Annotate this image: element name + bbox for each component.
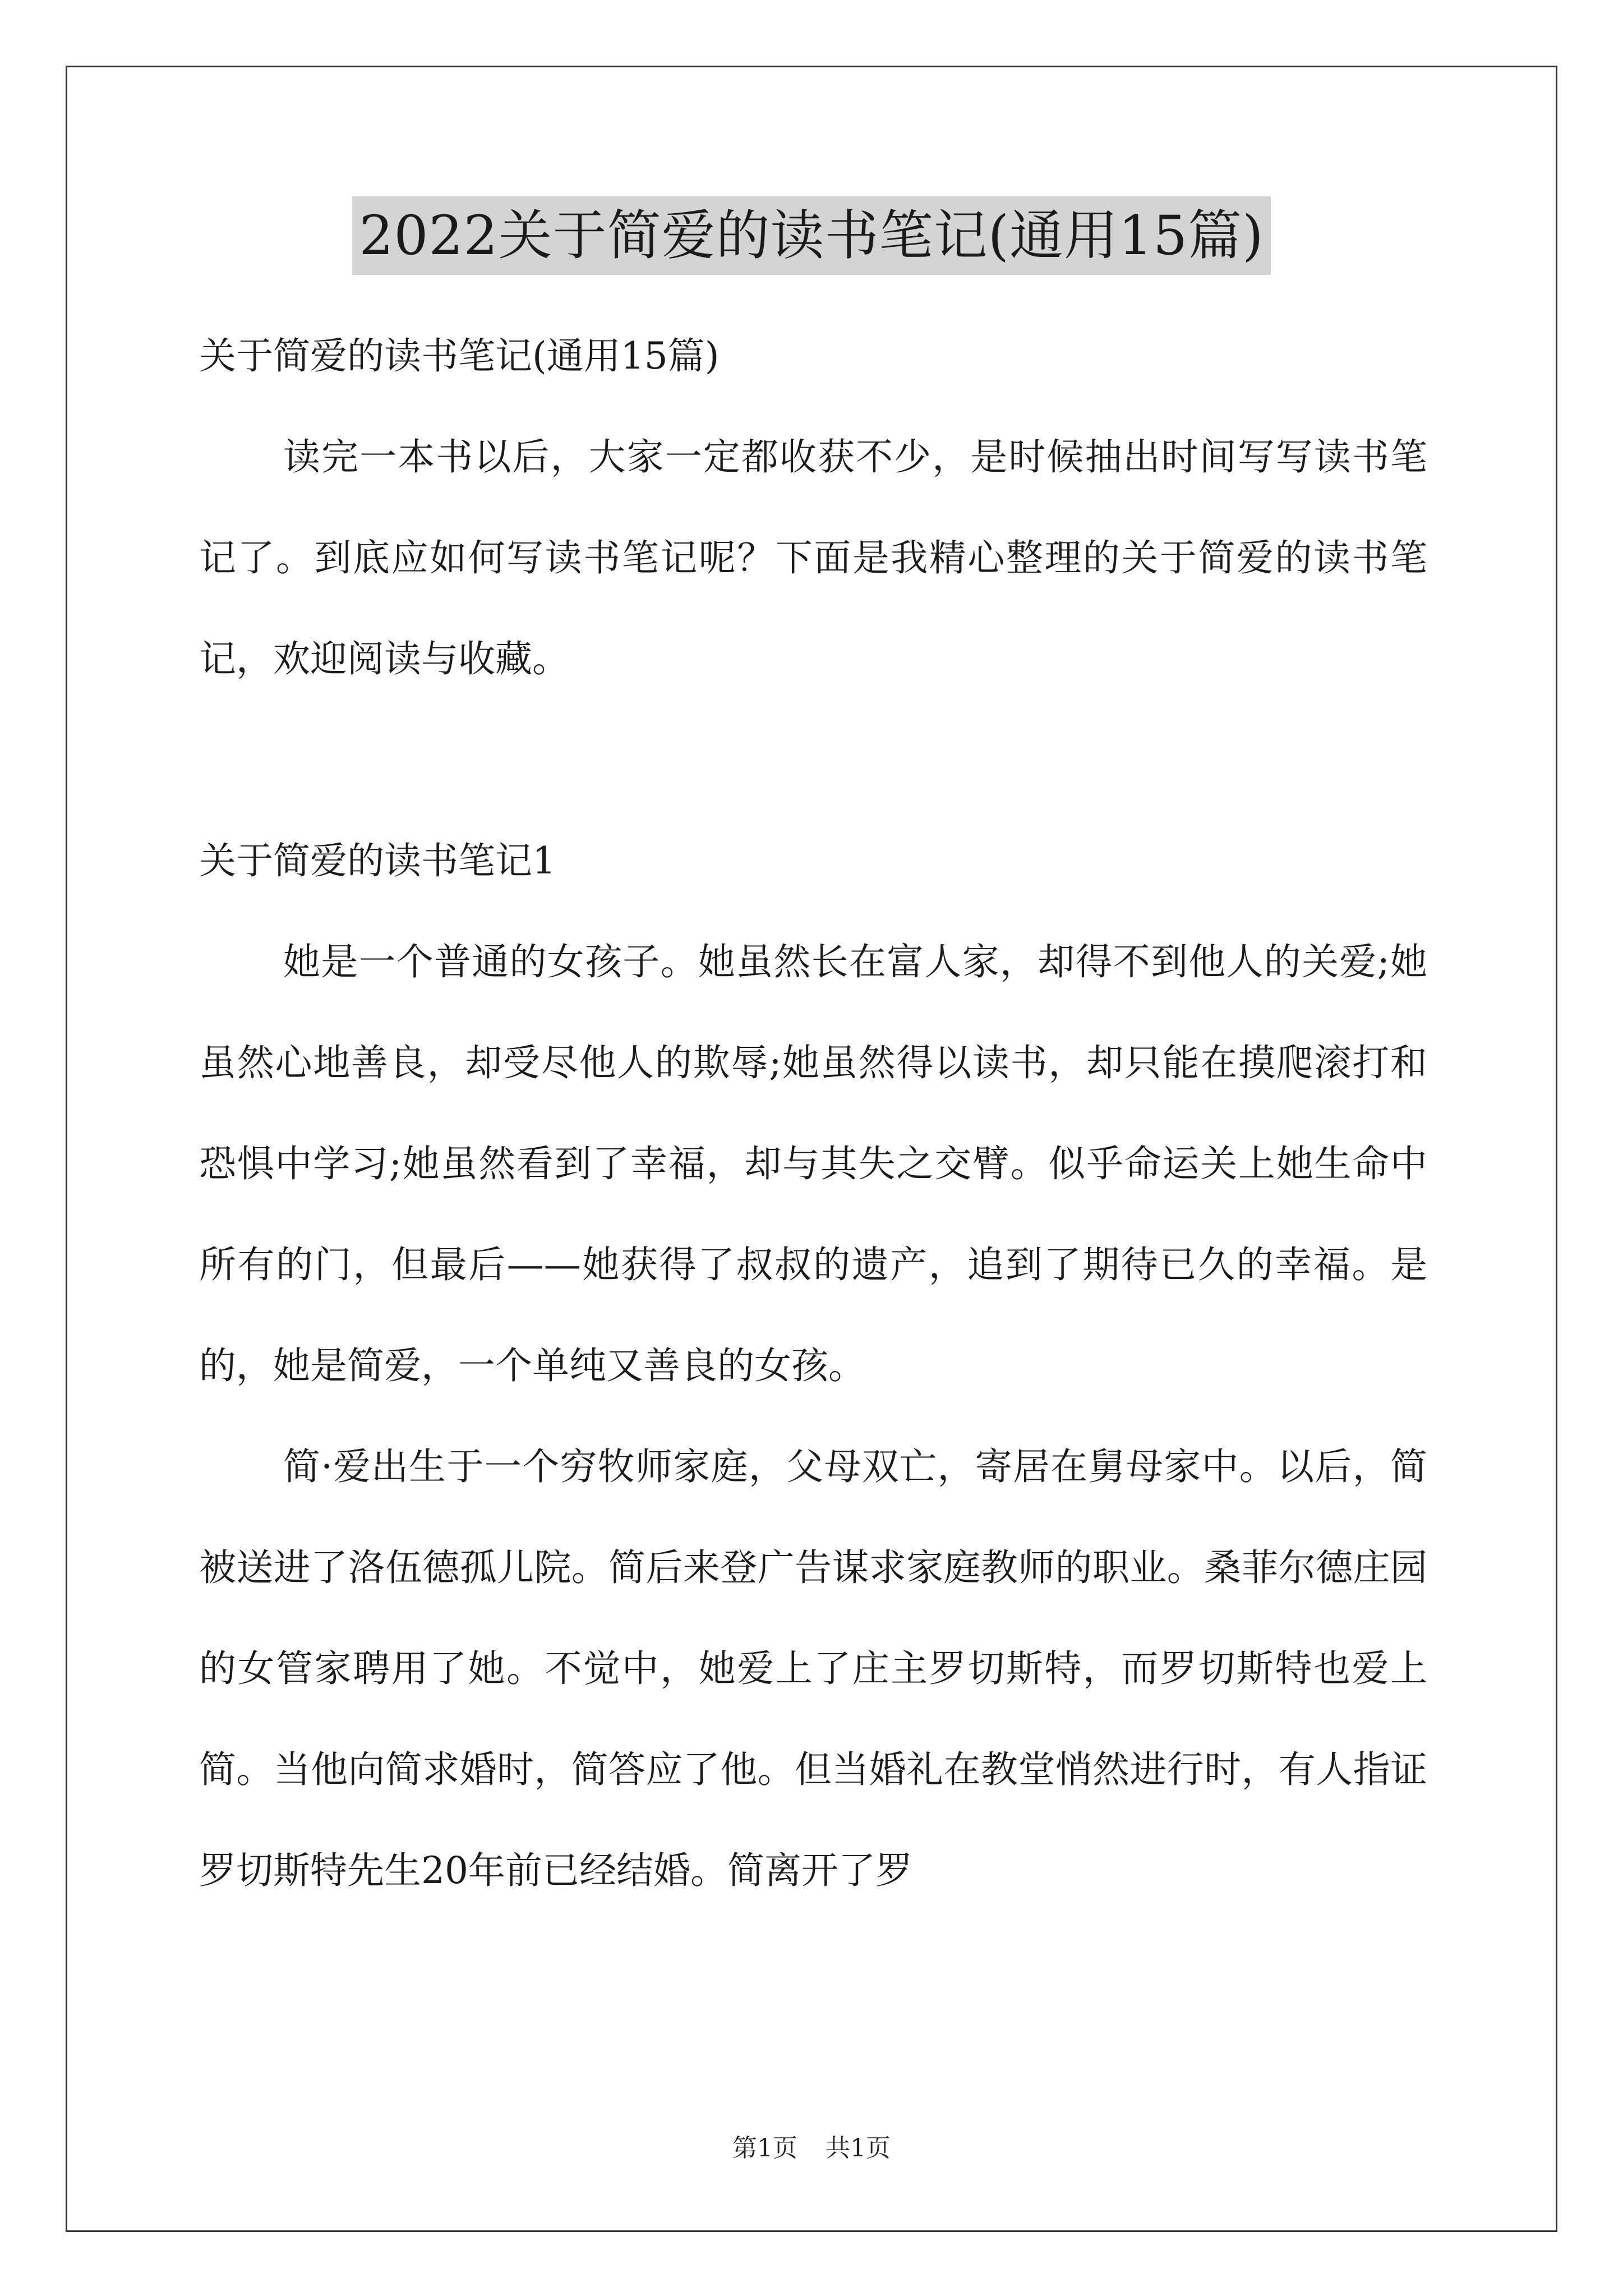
page-number: 第1页 bbox=[732, 2134, 797, 2162]
section-heading: 关于简爱的读书笔记1 bbox=[199, 839, 556, 882]
section-gap bbox=[199, 710, 1427, 811]
intro-paragraph: 读完一本书以后，大家一定都收获不少，是时候抽出时间写写读书笔记了。到底应如何写读书笔记呢？下面是我精心整理的关于简爱的读书笔记，欢迎阅读与收藏。 bbox=[199, 435, 1427, 680]
page-footer bbox=[0, 2132, 1623, 2165]
subtitle: 关于简爱的读书笔记(通用15篇) bbox=[199, 334, 720, 378]
document-title bbox=[0, 196, 1623, 275]
document-body bbox=[199, 306, 1427, 1921]
title-highlight: 2022关于简爱的读书笔记(通用15篇) bbox=[352, 196, 1270, 275]
body-paragraph: 她是一个普通的女孩子。她虽然长在富人家，却得不到他人的关爱;她虽然心地善良，却受尽他人的欺辱;她虽然得以读书，却只能在摸爬滚打和恐惧中学习;她虽然看到了幸福，却与其失之交臂。似乎命运关上她生命中所有的门，但最后——她获得了叔叔的遗产，追到了期待已久的幸福。是的，她是简爱，一个单纯又善良的女孩。 bbox=[199, 940, 1427, 1387]
page-total: 共1页 bbox=[826, 2134, 891, 2162]
body-paragraph: 简·爱出生于一个穷牧师家庭，父母双亡，寄居在舅母家中。以后，简被送进了洛伍德孤儿院。简后来登广告谋求家庭教师的职业。桑菲尔德庄园的女管家聘用了她。不觉中，她爱上了庄主罗切斯特，而罗切斯特也爱上简。当他向简求婚时，简答应了他。但当婚礼在教堂悄然进行时，有人指证罗切斯特先生20年前已经结婚。简离开了罗 bbox=[199, 1445, 1427, 1892]
